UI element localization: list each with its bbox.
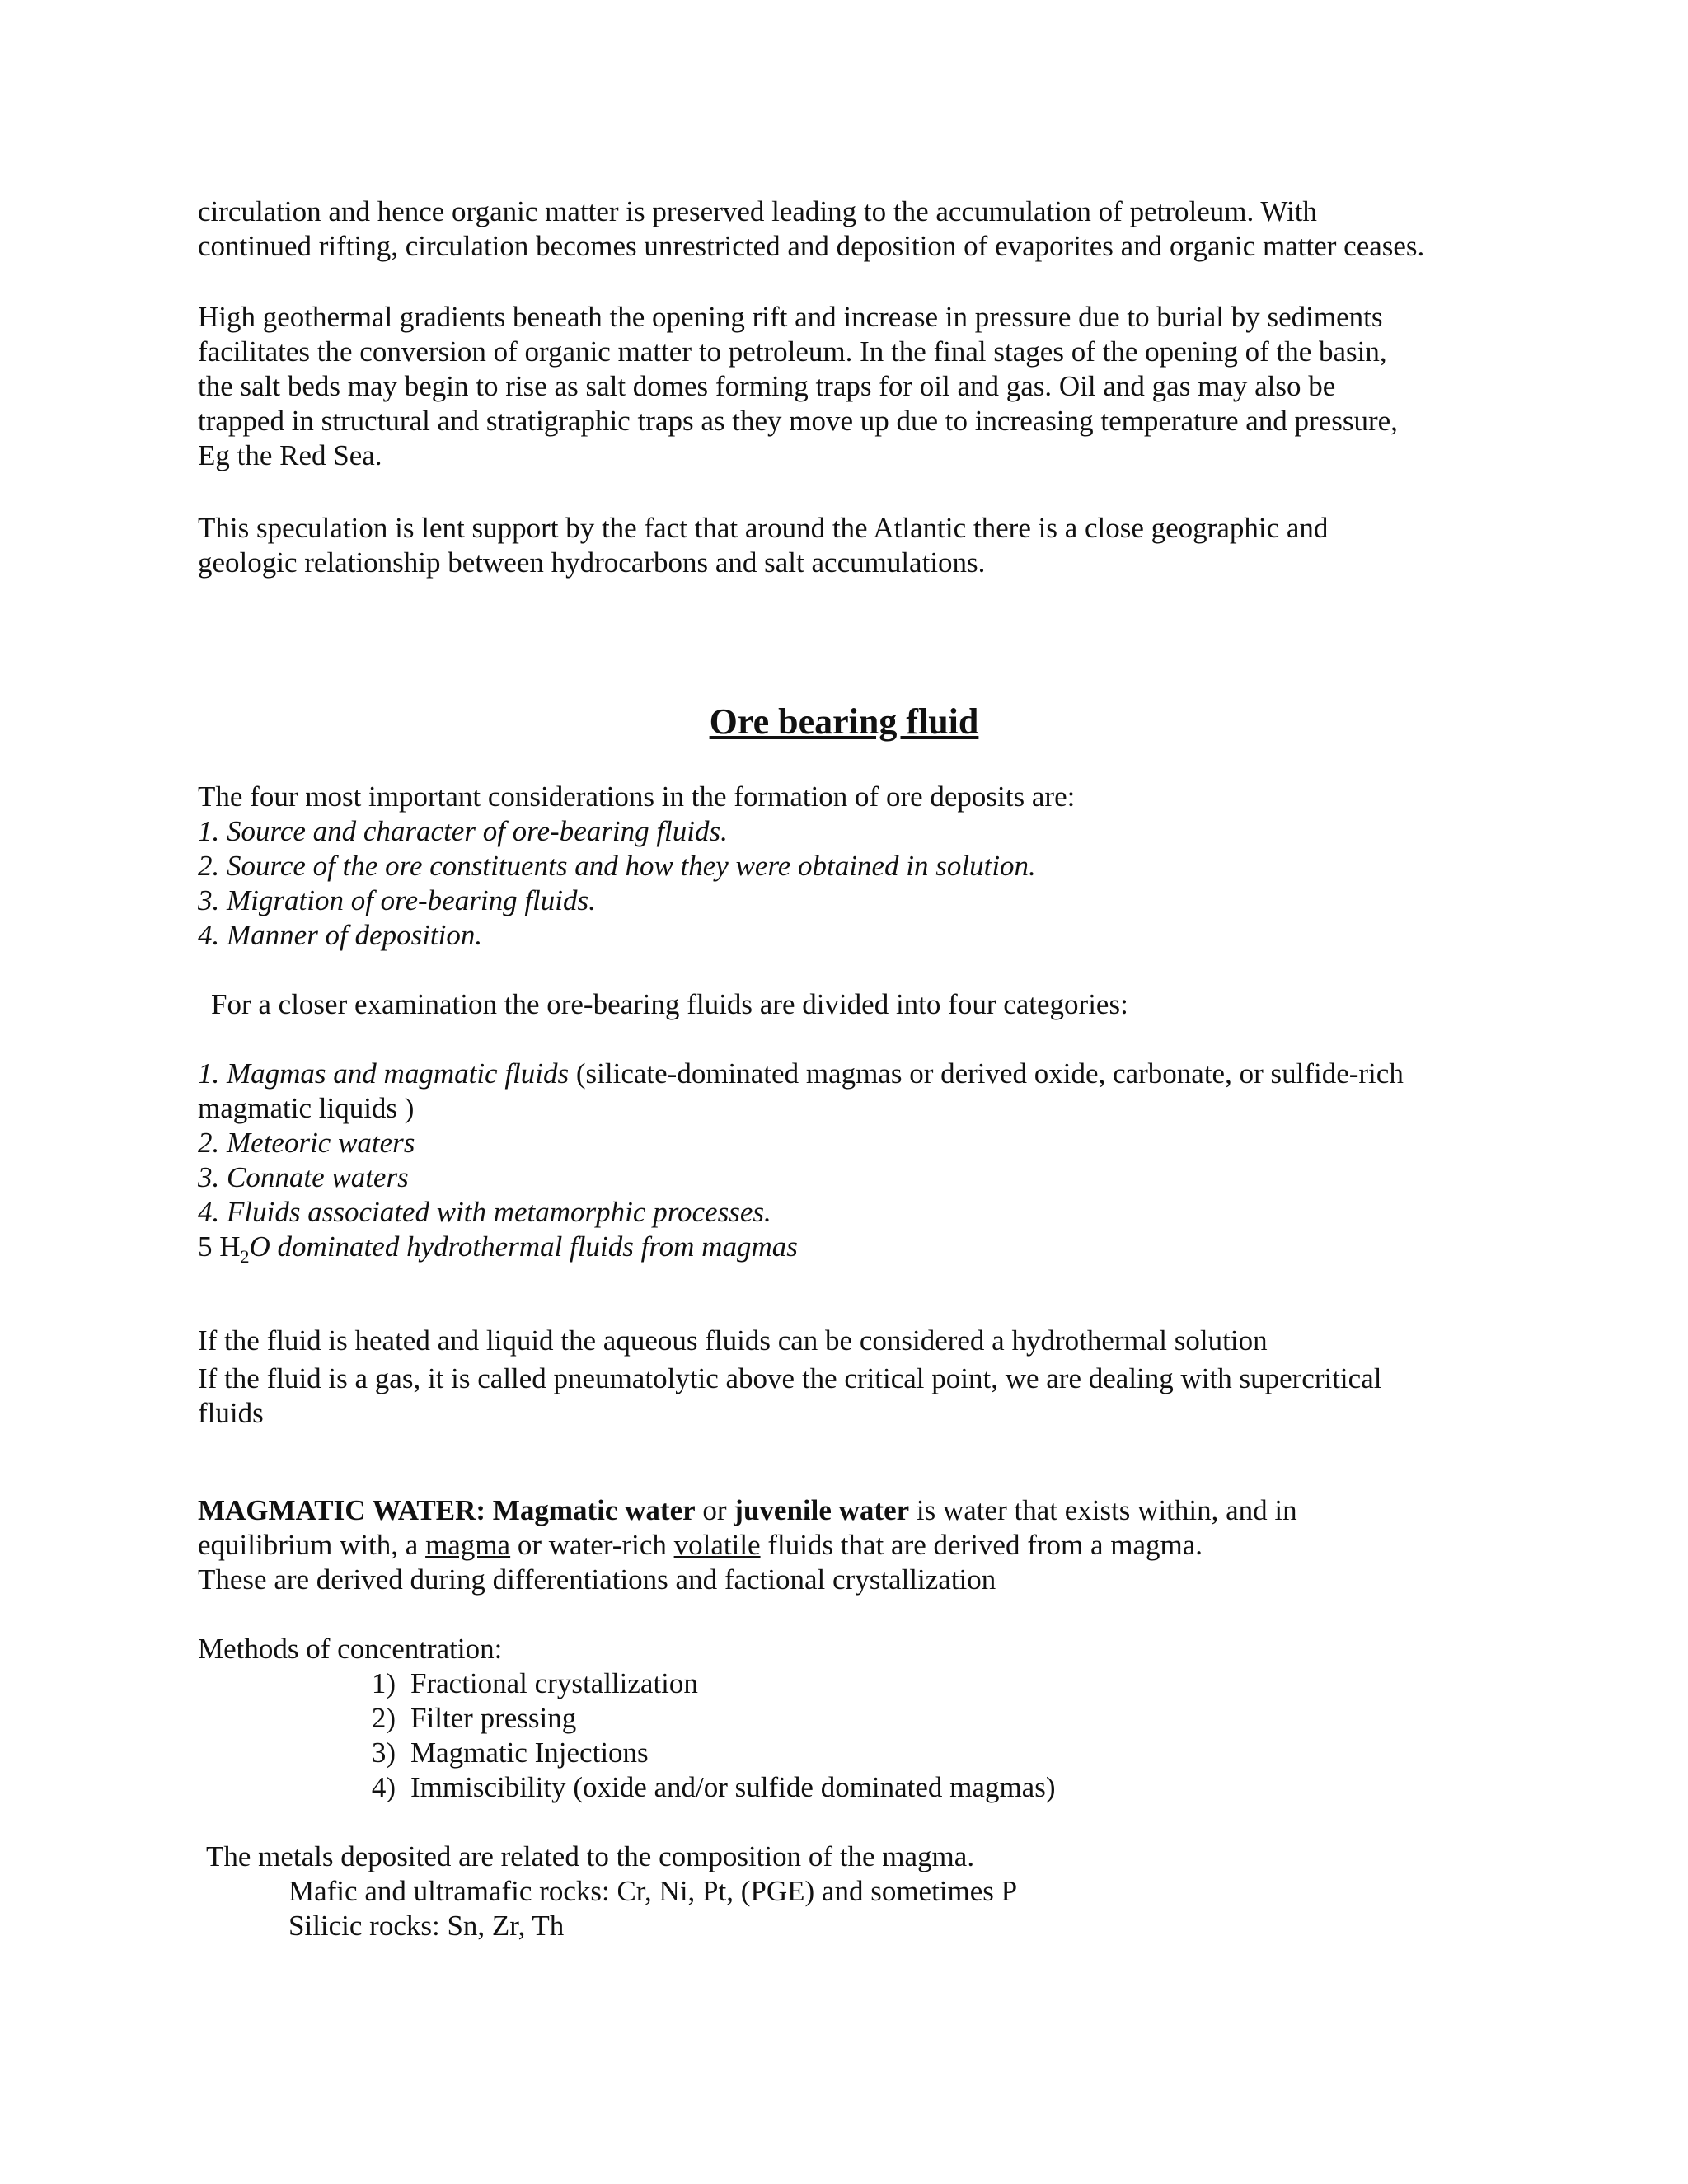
intro-paragraph-3 [198, 511, 1500, 580]
text-line: If the fluid is a gas, it is called pneumatolytic above the critical point, we are dealing with supercritical [198, 1362, 1382, 1394]
methods-list [198, 1666, 1500, 1805]
text-line: geologic relationship between hydrocarbons and salt accumulations. [198, 546, 986, 579]
list-item [198, 1230, 1500, 1267]
text-line: Eg the Red Sea. [198, 439, 382, 471]
item-number: 2) [371, 1702, 396, 1734]
item-text: Magmatic Injections [410, 1736, 649, 1769]
considerations-lead: The four most important considerations in the formation of ore deposits are: [198, 780, 1076, 813]
list-item [346, 1770, 1500, 1805]
definition-text: fluids that are derived from a magma. [760, 1529, 1203, 1561]
definition-text: is water that exists within, and in [909, 1494, 1297, 1526]
text-line: If the fluid is heated and liquid the aqueous fluids can be considered a hydrothermal solution [198, 1324, 1268, 1357]
categories-lead-block [198, 987, 1513, 1022]
categories-lead: For a closer examination the ore-bearing fluids are divided into four categories: [211, 988, 1128, 1020]
item-number: 4) [371, 1771, 396, 1803]
magmatic-water-paragraph [198, 1493, 1500, 1597]
connector-text: or [695, 1494, 734, 1526]
text-line: fluids [198, 1397, 264, 1429]
subscript: 2 [240, 1246, 250, 1267]
list-item [346, 1736, 1500, 1770]
fluid-states-paragraph [198, 1324, 1500, 1431]
category-name: 1. Magmas and magmatic fluids [198, 1057, 570, 1090]
list-item: 4. Manner of deposition. [198, 919, 483, 951]
list-item: 2. Source of the ore constituents and how they were obtained in solution. [198, 850, 1036, 882]
intro-paragraph-1 [198, 194, 1500, 264]
category-note: (silicate-dominated magmas or derived oxide, carbonate, or sulfide-rich [569, 1057, 1404, 1090]
considerations-list [198, 780, 1500, 953]
mafic-rocks-line: Mafic and ultramafic rocks: Cr, Ni, Pt, (PGE) and sometimes P [288, 1875, 1018, 1907]
metals-lead: The metals deposited are related to the composition of the magma. [206, 1840, 975, 1872]
silicic-rocks-line: Silicic rocks: Sn, Zr, Th [288, 1910, 565, 1942]
text-line [198, 1493, 1500, 1528]
item-text: Filter pressing [410, 1702, 577, 1734]
definition-text: or water-rich [510, 1529, 674, 1561]
magma-link[interactable]: magma [425, 1529, 511, 1561]
text-line: trapped in structural and stratigraphic traps as they move up due to increasing temperature and pressure, [198, 405, 1398, 437]
item-number: 1) [371, 1667, 396, 1699]
term-magmatic-water: Magmatic water [492, 1494, 696, 1526]
list-item: 1. Source and character of ore-bearing fluids. [198, 815, 728, 847]
text-line: continued rifting, circulation becomes unrestricted and deposition of evaporites and organic matter ceases. [198, 230, 1425, 262]
text-line: circulation and hence organic matter is preserved leading to the accumulation of petroleum. With [198, 195, 1317, 227]
intro-paragraph-2 [198, 300, 1500, 473]
item-text: Immiscibility (oxide and/or sulfide dominated magmas) [410, 1771, 1056, 1803]
categories-list [198, 1057, 1500, 1267]
text-line: facilitates the conversion of organic matter to petroleum. In the final stages of the opening of the basin, [198, 335, 1387, 368]
volatile-link[interactable]: volatile [673, 1529, 761, 1561]
definition-text: equilibrium with, a [198, 1529, 426, 1561]
methods-section [198, 1632, 1500, 1805]
list-item: 3. Connate waters [198, 1161, 409, 1193]
item-text: Fractional crystallization [410, 1667, 698, 1699]
text-line: High geothermal gradients beneath the opening rift and increase in pressure due to burial by sediments [198, 301, 1383, 333]
item-number: 3) [371, 1736, 396, 1769]
item-number-formula: 5 H [198, 1230, 241, 1263]
list-item: 2. Meteoric waters [198, 1127, 415, 1159]
magmatic-water-label: MAGMATIC WATER: [198, 1494, 486, 1526]
text-line [198, 1528, 1500, 1563]
text-line: These are derived during differentiations and factional crystallization [198, 1563, 996, 1596]
section-heading: Ore bearing fluid [709, 701, 979, 742]
category-name: O dominated hydrothermal fluids from magmas [249, 1230, 798, 1263]
text-line: This speculation is lent support by the fact that around the Atlantic there is a close geographic and [198, 512, 1329, 544]
list-item [346, 1666, 1500, 1701]
term-juvenile-water: juvenile water [734, 1494, 910, 1526]
methods-lead: Methods of concentration: [198, 1633, 503, 1665]
list-item [198, 1057, 1500, 1091]
list-item [346, 1701, 1500, 1736]
list-item: 3. Migration of ore-bearing fluids. [198, 884, 596, 916]
list-item: 4. Fluids associated with metamorphic processes. [198, 1196, 771, 1228]
text-line: the salt beds may begin to rise as salt domes forming traps for oil and gas. Oil and gas may also be [198, 370, 1336, 402]
list-item-continuation: magmatic liquids ) [198, 1092, 415, 1124]
metals-section [198, 1840, 1508, 1943]
